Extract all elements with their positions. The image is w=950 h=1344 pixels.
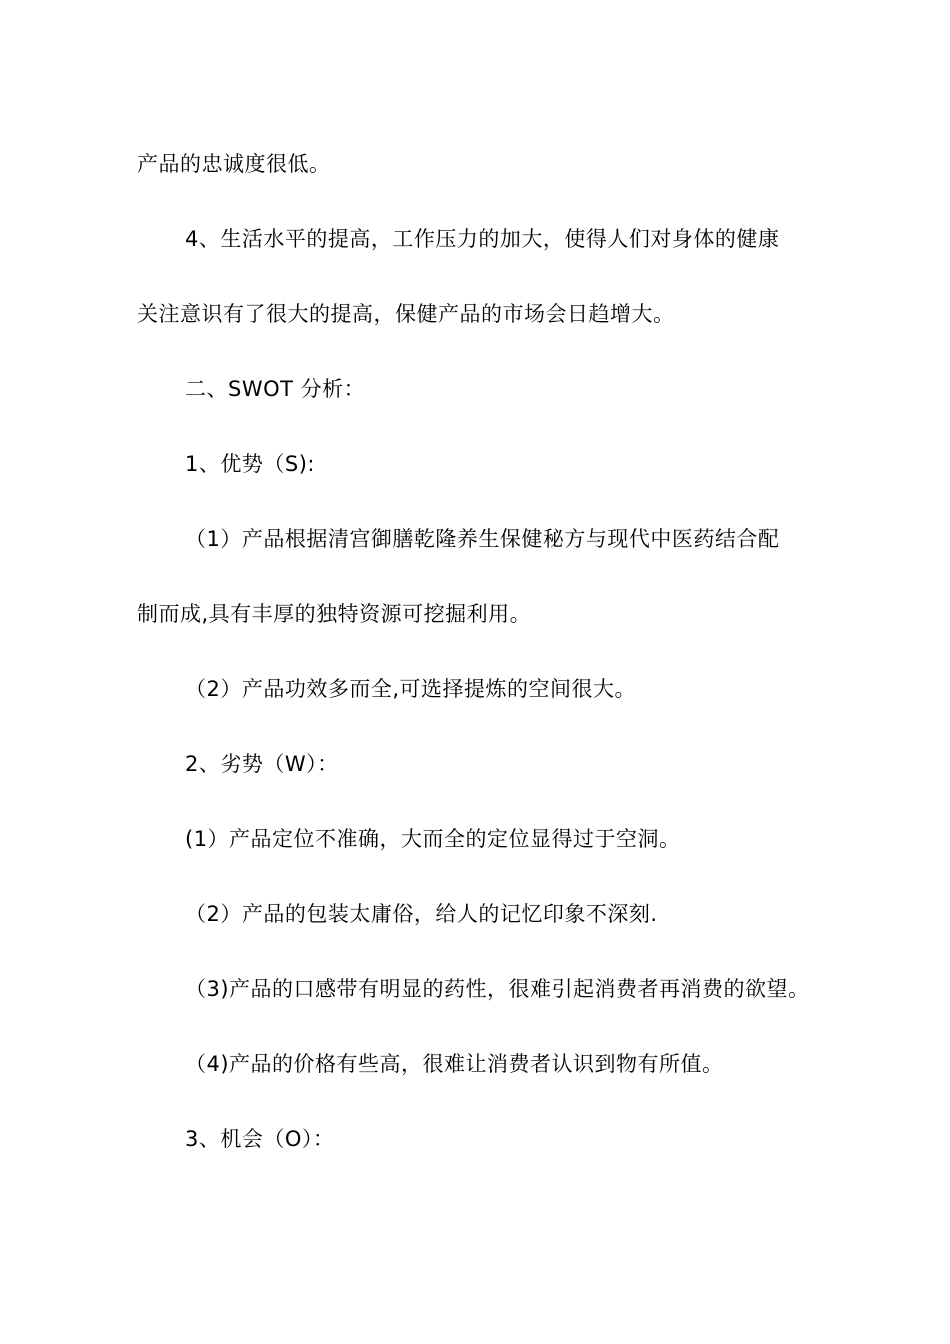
subheading-weaknesses: 2、劣势（W）： xyxy=(185,752,339,776)
list-item: (1）产品定位不准确，大而全的定位显得过于空洞。 xyxy=(185,827,681,851)
paragraph-line: 关注意识有了很大的提高，保健产品的市场会日趋增大。 xyxy=(137,302,675,326)
list-item: （3)产品的口感带有明显的药性，很难引起消费者再消费的欲望。 xyxy=(185,977,810,1001)
list-item: （2）产品的包装太庸俗，给人的记忆印象不深刻. xyxy=(185,902,658,926)
list-item-continuation: 制而成,具有丰厚的独特资源可挖掘利用。 xyxy=(137,602,532,626)
paragraph-line: 4、生活水平的提高，工作压力的加大，使得人们对身体的健康 xyxy=(185,227,780,251)
list-item: （2）产品功效多而全,可选择提炼的空间很大。 xyxy=(185,677,637,701)
paragraph-line: 产品的忠诚度很低。 xyxy=(137,152,331,176)
list-item: （1）产品根据清宫御膳乾隆养生保健秘方与现代中医药结合配 xyxy=(185,527,780,551)
subheading-strengths: 1、优势（S): xyxy=(185,452,315,476)
subheading-opportunities: 3、机会（O）： xyxy=(185,1127,335,1151)
list-item: （4)产品的价格有些高，很难让消费者认识到物有所值。 xyxy=(185,1052,724,1076)
section-heading-swot: 二、SWOT 分析： xyxy=(185,377,366,401)
